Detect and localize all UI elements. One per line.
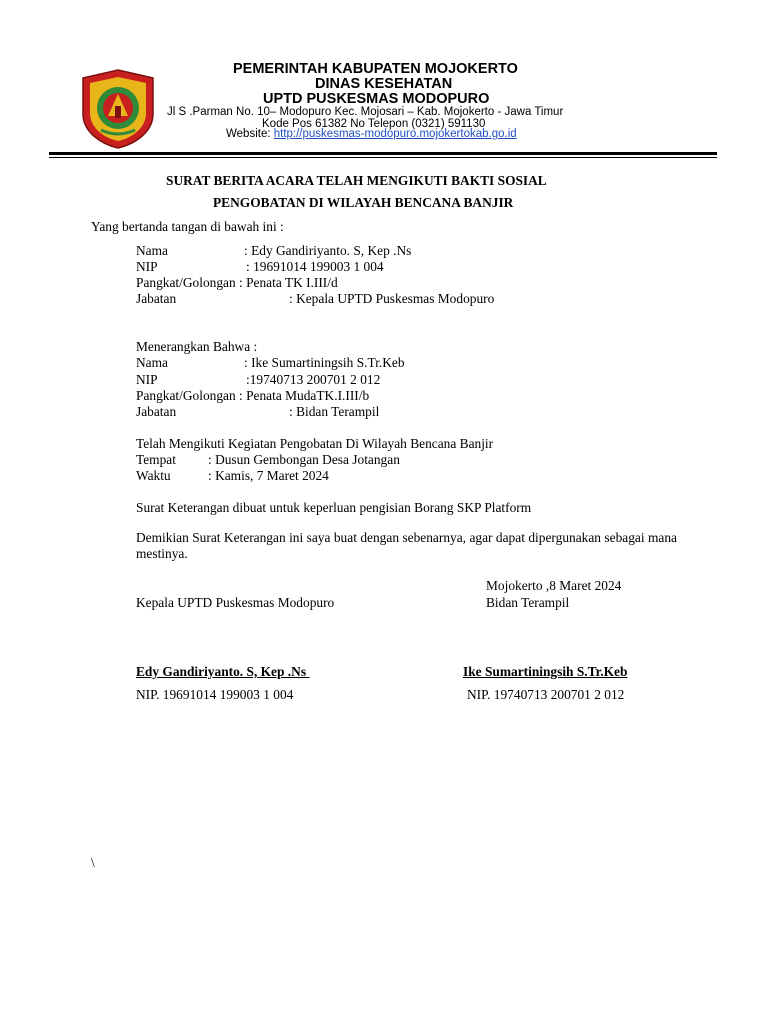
document-title-line2: PENGOBATAN DI WILAYAH BENCANA BANJIR xyxy=(213,195,514,210)
website-link[interactable]: http://puskesmas-modopuro.mojokertokab.go.id xyxy=(273,128,517,140)
activity-waktu-label: Waktu xyxy=(136,468,171,483)
subject-nip-label: NIP xyxy=(136,372,158,387)
letterhead-address: Jl S .Parman No. 10– Modopuro Kec. Mojosari – Kab. Mojokerto - Jawa Timur xyxy=(167,106,564,118)
signature-left-role: Kepala UPTD Puskesmas Modopuro xyxy=(136,595,335,610)
stray-backslash: \ xyxy=(91,855,95,870)
signer-nama-label: Nama xyxy=(136,243,168,258)
signer-nip-value: : 19691014 199003 1 004 xyxy=(246,259,384,274)
intro-text: Yang bertanda tangan di bawah ini : xyxy=(91,219,284,234)
subject-pangkat: Pangkat/Golongan : Penata MudaTK.I.III/b xyxy=(136,388,370,403)
letterhead-website xyxy=(226,128,517,141)
subject-nama-label: Nama xyxy=(136,355,168,370)
subject-jabatan-label: Jabatan xyxy=(136,404,177,419)
signature-place-date: Mojokerto ,8 Maret 2024 xyxy=(486,578,622,593)
subject-heading: Menerangkan Bahwa : xyxy=(136,339,258,354)
activity-line: Telah Mengikuti Kegiatan Pengobatan Di Wilayah Bencana Banjir xyxy=(136,436,494,451)
signature-left-name: Edy Gandiriyanto. S, Kep .Ns xyxy=(136,664,310,679)
letterhead-department: DINAS KESEHATAN xyxy=(315,76,453,92)
signer-jabatan-label: Jabatan xyxy=(136,291,177,306)
activity-tempat-label: Tempat xyxy=(136,452,176,467)
activity-waktu-value: : Kamis, 7 Maret 2024 xyxy=(208,468,329,483)
letterhead-government: PEMERINTAH KABUPATEN MOJOKERTO xyxy=(233,61,518,77)
purpose-text: Surat Keterangan dibuat untuk keperluan pengisian Borang SKP Platform xyxy=(136,500,532,515)
letterhead-postal-phone: Kode Pos 61382 No Telepon (0321) 591130 xyxy=(262,118,486,130)
letterhead-office: UPTD PUSKESMAS MODOPURO xyxy=(263,91,490,107)
kabupaten-mojokerto-emblem-icon xyxy=(79,68,157,150)
letterhead-divider-thick xyxy=(49,152,717,155)
closing-text: Demikian Surat Keterangan ini saya buat dengan sebenarnya, agar dapat dipergunakan sebagai mana mestinya. xyxy=(136,530,677,561)
subject-nip-value: :19740713 200701 2 012 xyxy=(246,372,381,387)
website-label: Website: xyxy=(226,128,274,140)
subject-jabatan-value: : Bidan Terampil xyxy=(289,404,380,419)
signer-nama-value: : Edy Gandiriyanto. S, Kep .Ns xyxy=(244,243,412,258)
signature-left-nip: NIP. 19691014 199003 1 004 xyxy=(136,687,294,702)
signer-pangkat: Pangkat/Golongan : Penata TK I.III/d xyxy=(136,275,338,290)
signer-nip-label: NIP xyxy=(136,259,158,274)
subject-nama-value: : Ike Sumartiningsih S.Tr.Keb xyxy=(244,355,405,370)
activity-tempat-value: : Dusun Gembongan Desa Jotangan xyxy=(208,452,400,467)
letterhead-divider-thin xyxy=(49,157,717,158)
signature-right-nip: NIP. 19740713 200701 2 012 xyxy=(467,687,625,702)
signature-right-name: Ike Sumartiningsih S.Tr.Keb xyxy=(463,664,628,679)
signer-jabatan-value: : Kepala UPTD Puskesmas Modopuro xyxy=(289,291,495,306)
signature-right-role: Bidan Terampil xyxy=(486,595,570,610)
document-title-line1: SURAT BERITA ACARA TELAH MENGIKUTI BAKTI SOSIAL xyxy=(166,173,547,188)
